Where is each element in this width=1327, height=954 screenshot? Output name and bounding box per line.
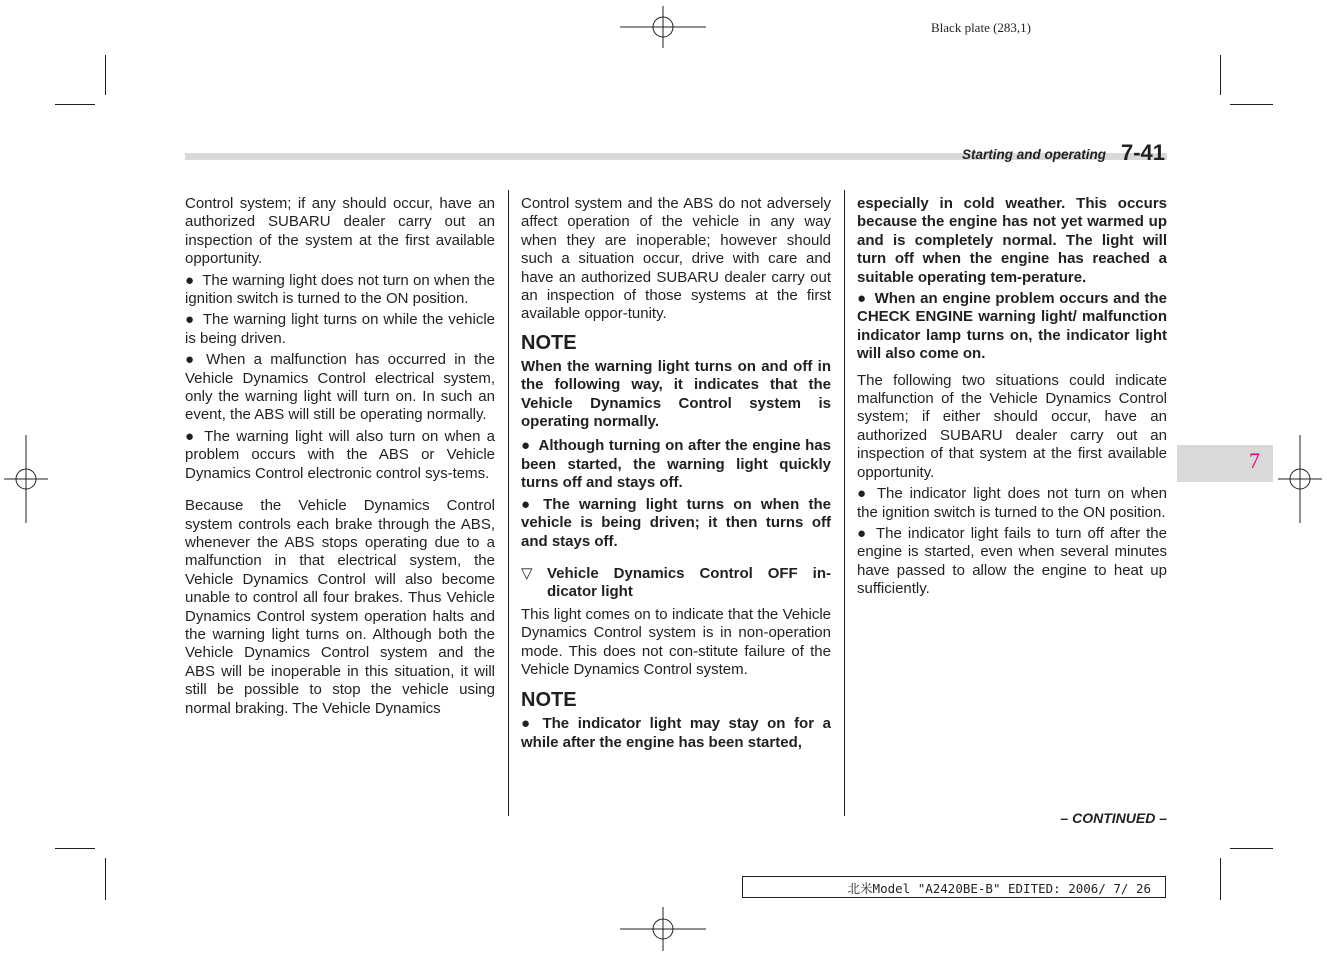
list-item: ● The warning light does not turn on when the ignition switch is turned to the ON position. (185, 271, 496, 308)
subheading-text: Vehicle Dynamics Control OFF in-dicator light (547, 564, 831, 601)
continued-label: – CONTINUED – (1060, 810, 1167, 826)
crop-mark (1220, 858, 1221, 900)
crop-mark (55, 104, 95, 105)
crop-mark (1220, 55, 1221, 95)
paragraph: The following two situations could indicate malfunction of the Vehicle Dynamics Control system; if either should occur, have an authorized SUBARU dealer carry out an inspection of that system at the first available opportunity. (857, 371, 1167, 481)
list-item: ● The warning light will also turn on when a problem occurs with the ABS or Vehicle Dynamics Control electronic control sys-tems. (185, 427, 495, 482)
footer-box (742, 876, 1166, 898)
subheading (521, 565, 831, 602)
crop-mark (1230, 104, 1273, 105)
page-number: 7-41 (1121, 140, 1166, 165)
registration-mark-right (1278, 435, 1322, 523)
bullet-icon: ● (521, 715, 535, 733)
bullet-icon: ● (185, 271, 195, 289)
chapter-tab (1177, 445, 1273, 482)
crop-mark (55, 848, 95, 849)
registration-mark-top (618, 6, 708, 48)
triangle-icon: ▽ (521, 564, 533, 582)
bullet-icon: ● (521, 495, 536, 513)
plate-label: Black plate (283,1) (931, 20, 1031, 35)
chapter-tab-number: 7 (1249, 448, 1260, 473)
column-2 (521, 195, 831, 755)
bullet-icon: ● (185, 311, 195, 329)
paragraph: Control system and the ABS do not adversely affect operation of the vehicle in any way when they are inoperable; however should such a situation occur, drive with care and have an authorized SUBARU dealer carry out an inspection of those systems at the first available oppor-tunity. (521, 195, 831, 323)
list-item: ● When an engine problem occurs and the CHECK ENGINE warning light/ malfunction indicator lamp turns on, the indicator light will also come on. (857, 290, 1167, 363)
list-item: ● The indicator light does not turn on when the ignition switch is turned to the ON position. (857, 485, 1167, 521)
list-item: ● Although turning on after the engine has been started, the warning light quickly turns off and stays off. (521, 437, 831, 492)
list-item: ● The indicator light fails to turn off after the engine is started, even when several minutes have passed to allow the engine to heat up sufficiently. (857, 524, 1167, 598)
bullet-icon: ● (857, 524, 868, 542)
footer-text: 北米Model "A2420BE-B" EDITED: 2006/ 7/ 26 (847, 881, 1151, 896)
crop-mark (105, 858, 106, 900)
bullet-icon: ● (521, 437, 531, 455)
paragraph: This light comes on to indicate that the Vehicle Dynamics Control system is in non-operation mode. This does not con-stitute failure of the Vehicle Dynamics Control system. (521, 605, 831, 678)
column-divider (508, 190, 509, 816)
note-continuation: especially in cold weather. This occurs because the engine has not yet warmed up and is completely normal. The light will turn off when the engine has reached a suitable operating tem-perature. (857, 195, 1167, 286)
registration-mark-left (4, 435, 48, 523)
crop-mark (1230, 848, 1273, 849)
note-text: When the warning light turns on and off in the following way, it indicates that the Vehicle Dynamics Control system is operating normally. (521, 357, 831, 431)
column-divider (844, 190, 845, 816)
paragraph: Because the Vehicle Dynamics Control system controls each brake through the ABS, whenever the ABS stops operating due to a malfunction in that electrical system, the Vehicle Dynamics Control will also become unable to control all four brakes. Thus Vehicle Dynamics Control system operation halts and the warning light turns on. Although both the Vehicle Dynamics Control system and the ABS will be inoperable in this situation, it will still be possible to stop the vehicle using normal braking. The Vehicle Dynamics (185, 497, 495, 717)
section-title: Starting and operating (961, 147, 1106, 162)
note-heading: NOTE (521, 331, 577, 354)
bullet-icon: ● (857, 485, 869, 503)
column-3 (857, 195, 1167, 602)
paragraph: Control system; if any should occur, have an authorized SUBARU dealer carry out an inspection of the system at the first available opportunity. (185, 195, 495, 268)
crop-mark (105, 55, 106, 95)
bullet-icon: ● (857, 290, 867, 308)
bullet-icon: ● (185, 351, 199, 369)
list-item: ● The warning light turns on when the vehicle is being driven; it then turns off and stays off. (521, 495, 831, 550)
registration-mark-bottom (618, 907, 708, 951)
list-item: ● When a malfunction has occurred in the Vehicle Dynamics Control electrical system, only the warning light will turn on. In such an event, the ABS will still be operating normally. (185, 351, 496, 424)
list-item: ● The warning light turns on while the vehicle is being driven. (185, 311, 495, 347)
note-heading: NOTE (521, 689, 577, 712)
column-1 (185, 195, 495, 721)
bullet-icon: ● (185, 427, 197, 445)
list-item: ● The indicator light may stay on for a while after the engine has been started, (521, 715, 831, 751)
